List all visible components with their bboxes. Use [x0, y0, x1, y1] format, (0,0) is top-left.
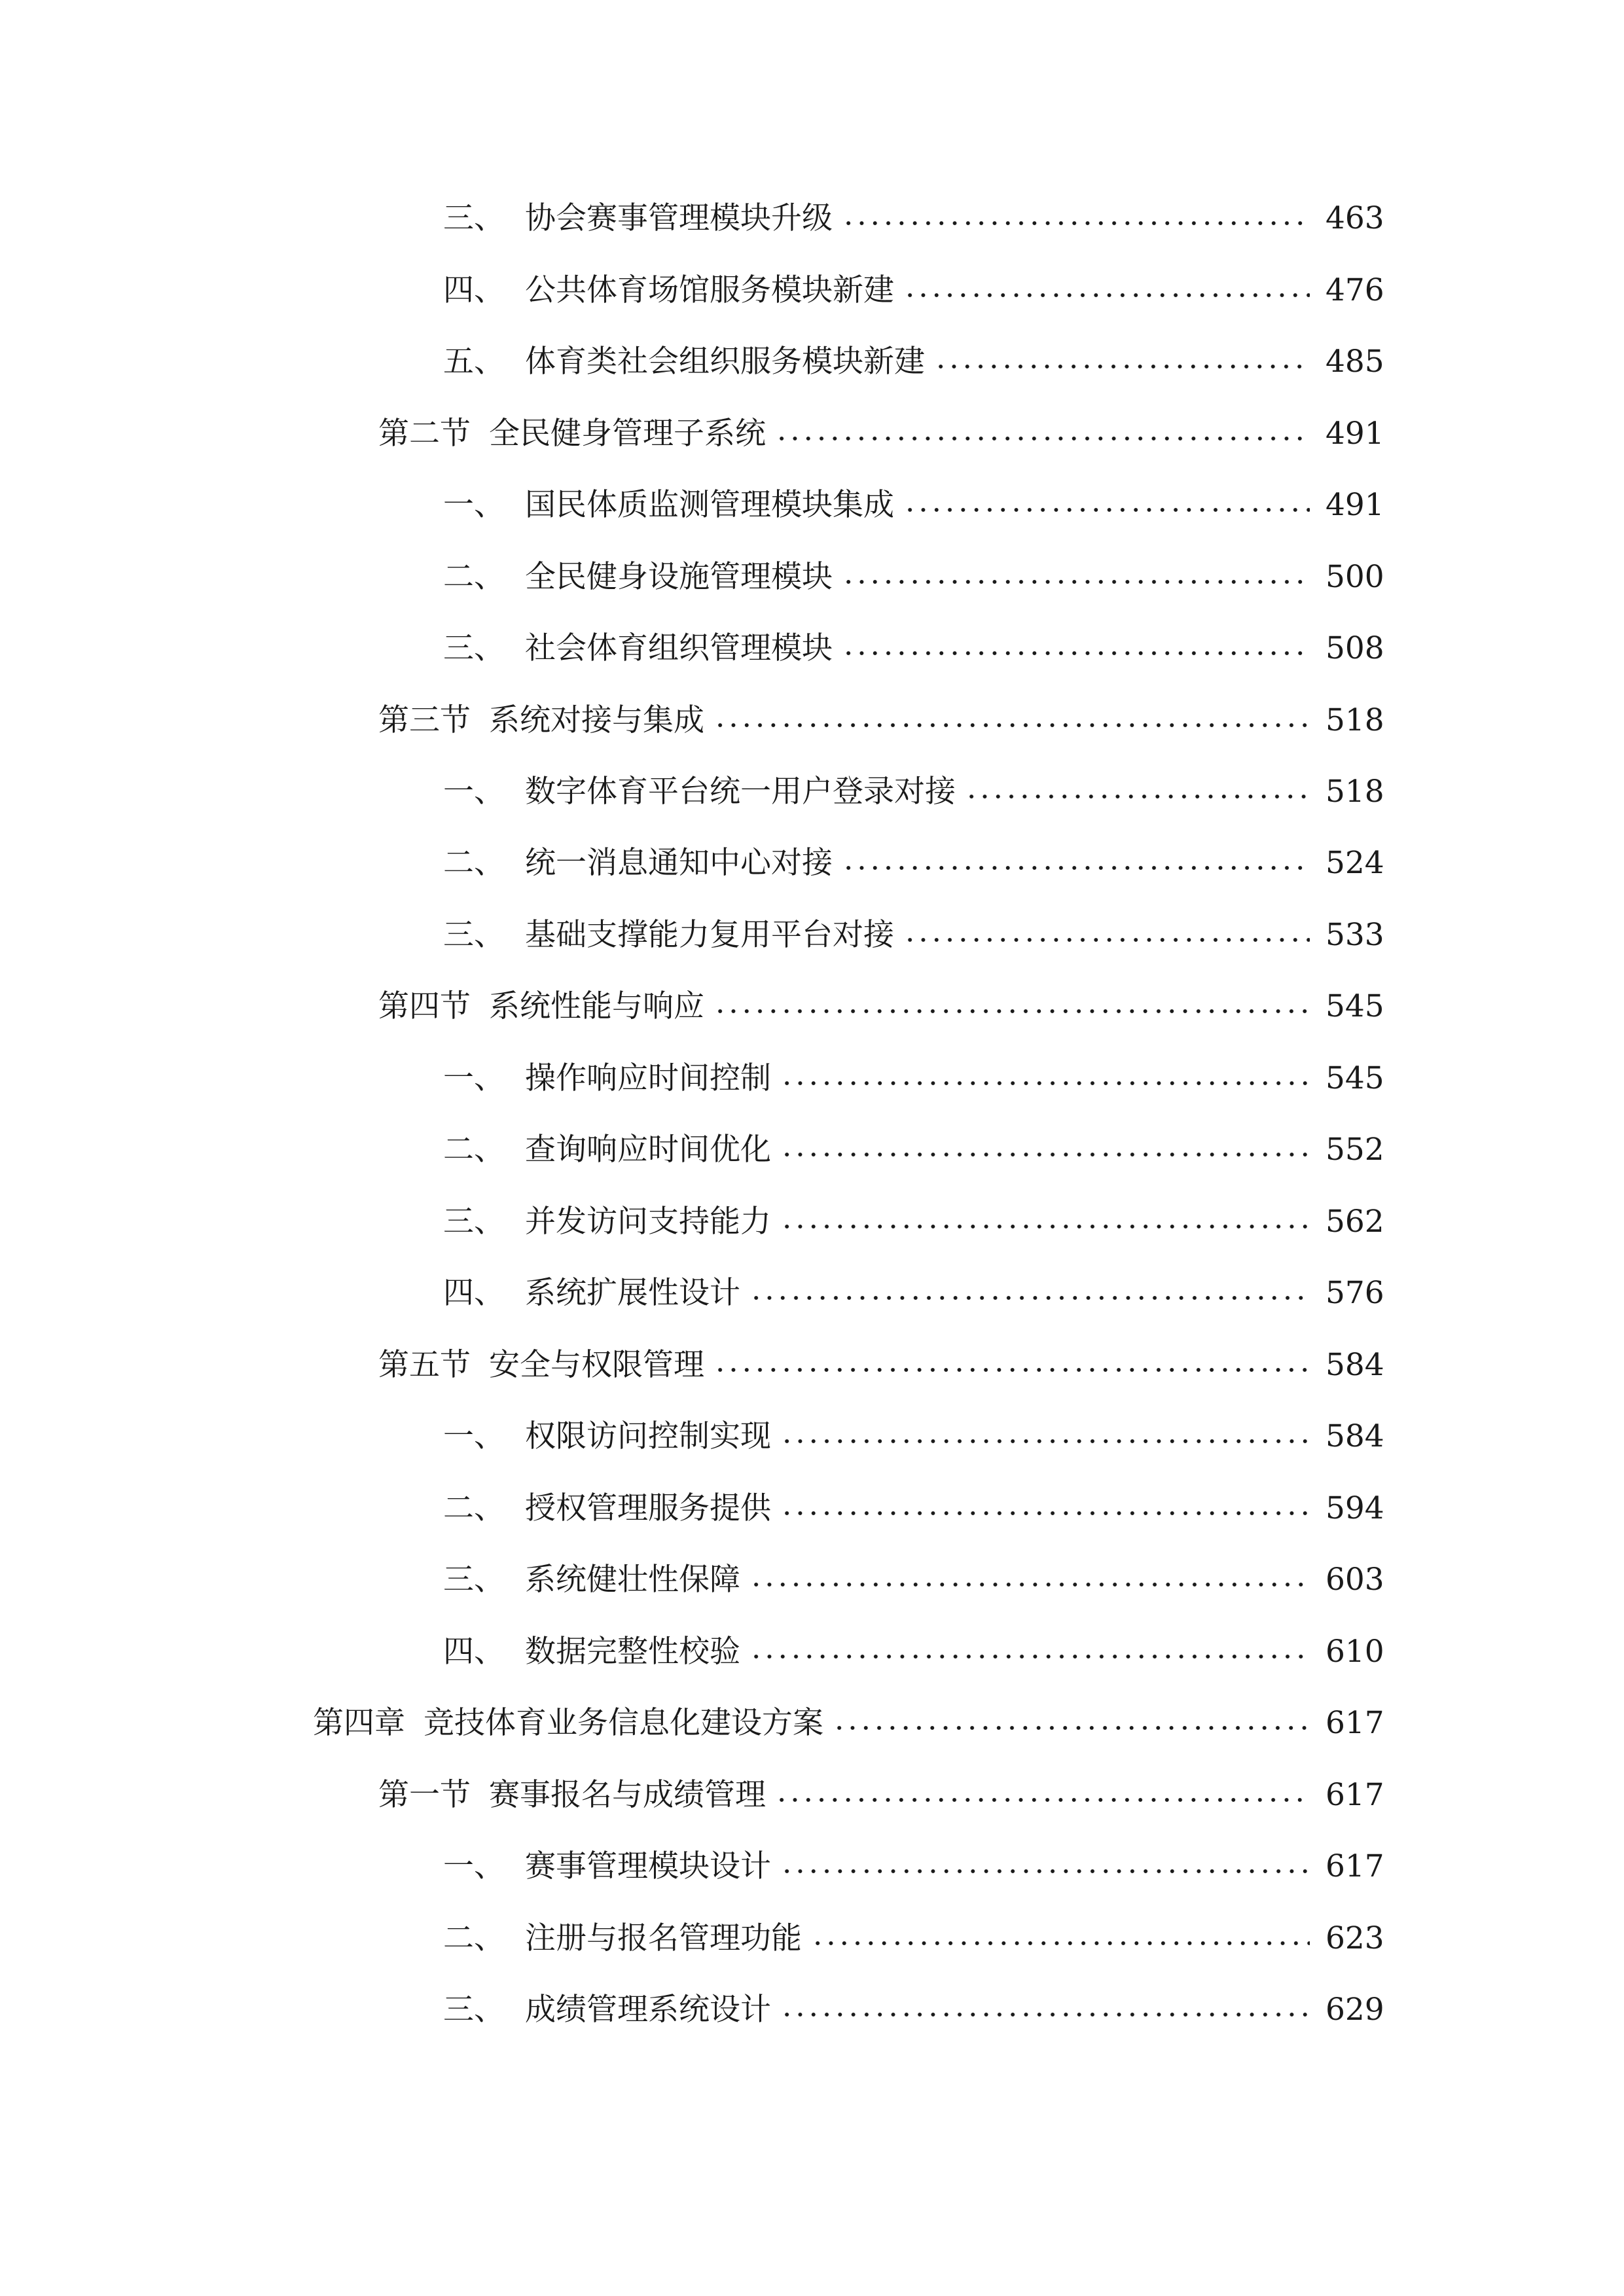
toc-entry-page: 533 [1326, 916, 1384, 953]
toc-entry-page: 491 [1326, 486, 1384, 523]
dot-leader [713, 1367, 1310, 1372]
toc-entry-title: 注册与报名管理功能 [525, 1920, 802, 1956]
toc-entry-title: 系统健壮性保障 [525, 1561, 740, 1598]
toc-entry[interactable] [378, 1759, 1384, 1831]
toc-entry-page: 518 [1326, 773, 1384, 810]
toc-entry-number: 二、 [443, 558, 505, 595]
toc-entry-number: 四、 [443, 272, 505, 308]
toc-entry-title: 竞技体育业务信息化建设方案 [424, 1704, 823, 1741]
toc-entry-number: 第四章 [313, 1704, 405, 1741]
toc-entry-number: 四、 [443, 1274, 505, 1311]
toc-entry-page: 623 [1326, 1920, 1384, 1956]
toc-entry-number: 第二节 [378, 415, 471, 452]
toc-entry-title: 成绩管理系统设计 [525, 1991, 771, 2028]
dot-leader [842, 221, 1310, 226]
toc-entry-title: 数据完整性校验 [525, 1633, 740, 1670]
toc-entry-page: 594 [1326, 1490, 1384, 1526]
toc-entry-number: 三、 [443, 916, 505, 953]
toc-entry-title: 赛事管理模块设计 [525, 1848, 771, 1884]
toc-entry[interactable] [443, 1472, 1384, 1544]
toc-entry[interactable] [443, 755, 1384, 827]
toc-entry-title: 并发访问支持能力 [525, 1203, 771, 1240]
toc-entry-page: 500 [1326, 558, 1384, 595]
toc-entry[interactable] [443, 1830, 1384, 1902]
toc-entry[interactable] [443, 899, 1384, 971]
toc-entry-number: 一、 [443, 773, 505, 810]
dot-leader [934, 364, 1310, 369]
toc-entry-number: 一、 [443, 1060, 505, 1096]
toc-entry-title: 操作响应时间控制 [525, 1060, 771, 1096]
dot-leader [833, 1725, 1310, 1731]
toc-entry[interactable] [443, 469, 1384, 541]
toc-entry-number: 三、 [443, 1991, 505, 2028]
toc-entry-page: 617 [1326, 1704, 1384, 1741]
toc-entry-number: 五、 [443, 343, 505, 380]
toc-entry-title: 系统性能与响应 [489, 988, 704, 1024]
dot-leader [780, 1152, 1310, 1157]
toc-entry-page: 617 [1326, 1776, 1384, 1813]
dot-leader [811, 1941, 1310, 1946]
toc-entry[interactable] [378, 1329, 1384, 1401]
toc-entry[interactable] [443, 827, 1384, 899]
toc-entry-number: 三、 [443, 630, 505, 666]
toc-entry-page: 518 [1326, 702, 1384, 738]
dot-leader [780, 1511, 1310, 1516]
toc-entry-number: 二、 [443, 1490, 505, 1526]
toc-entry-title: 安全与权限管理 [489, 1346, 704, 1383]
toc-entry-number: 二、 [443, 1920, 505, 1956]
toc-entry[interactable] [378, 970, 1384, 1042]
dot-leader [780, 1224, 1310, 1229]
dot-leader [903, 293, 1310, 298]
toc-entry-number: 三、 [443, 1203, 505, 1240]
toc-entry-title: 全民健身管理子系统 [489, 415, 766, 452]
toc-entry[interactable] [443, 1113, 1384, 1185]
toc-entry[interactable] [378, 684, 1384, 756]
toc-entry-page: 476 [1326, 272, 1384, 308]
toc-entry[interactable] [443, 541, 1384, 613]
toc-entry-number: 四、 [443, 1633, 505, 1670]
toc-entry-title: 基础支撑能力复用平台对接 [525, 916, 894, 953]
toc-entry-number: 二、 [443, 1131, 505, 1168]
toc-entry-number: 一、 [443, 486, 505, 523]
toc-entry-number: 第一节 [378, 1776, 471, 1813]
toc-entry-title: 数字体育平台统一用户登录对接 [525, 773, 956, 810]
toc-entry-number: 三、 [443, 1561, 505, 1598]
dot-leader [780, 1869, 1310, 1874]
toc-entry[interactable] [443, 1185, 1384, 1257]
dot-leader [749, 1295, 1310, 1300]
toc-entry[interactable] [443, 1400, 1384, 1472]
toc-entry-number: 第五节 [378, 1346, 471, 1383]
toc-entry-number: 第四节 [378, 988, 471, 1024]
toc-entry-page: 617 [1326, 1848, 1384, 1884]
dot-leader [780, 1081, 1310, 1086]
dot-leader [780, 1439, 1310, 1444]
toc-entry-number: 第三节 [378, 702, 471, 738]
toc-entry[interactable] [443, 1257, 1384, 1329]
dot-leader [749, 1654, 1310, 1659]
toc-entry-page: 584 [1326, 1418, 1384, 1454]
toc-entry-page: 545 [1326, 988, 1384, 1024]
toc-entry-number: 一、 [443, 1418, 505, 1454]
toc-entry-page: 629 [1326, 1991, 1384, 2028]
toc-entry-page: 491 [1326, 415, 1384, 452]
dot-leader [713, 1009, 1310, 1014]
toc-entry-page: 524 [1326, 844, 1384, 881]
dot-leader [749, 1582, 1310, 1587]
toc-entry-page: 610 [1326, 1633, 1384, 1670]
toc-entry[interactable] [443, 1042, 1384, 1114]
toc-entry-title: 统一消息通知中心对接 [525, 844, 833, 881]
toc-entry-number: 三、 [443, 200, 505, 236]
toc-entry-page: 463 [1326, 200, 1384, 236]
toc-entry-page: 552 [1326, 1131, 1384, 1168]
toc-entry-page: 508 [1326, 630, 1384, 666]
toc-entry-title: 社会体育组织管理模块 [525, 630, 833, 666]
toc-entry-title: 授权管理服务提供 [525, 1490, 771, 1526]
toc-entry[interactable] [443, 1902, 1384, 1974]
toc-entry-number: 二、 [443, 844, 505, 881]
toc-entry[interactable] [443, 1543, 1384, 1615]
toc-entry[interactable] [443, 1973, 1384, 2045]
toc-entry-page: 576 [1326, 1274, 1384, 1311]
toc-entry-page: 562 [1326, 1203, 1384, 1240]
dot-leader [775, 1797, 1310, 1803]
toc-entry-page: 485 [1326, 343, 1384, 380]
toc-entry[interactable] [443, 182, 1384, 254]
toc-entry[interactable] [443, 1615, 1384, 1687]
toc-entry-title: 全民健身设施管理模块 [525, 558, 833, 595]
dot-leader [965, 794, 1310, 799]
dot-leader [775, 436, 1310, 441]
toc-entry-page: 603 [1326, 1561, 1384, 1598]
toc-entry[interactable] [378, 397, 1384, 469]
toc-entry[interactable] [443, 254, 1384, 326]
dot-leader [780, 2012, 1310, 2017]
dot-leader [903, 507, 1310, 512]
dot-leader [713, 723, 1310, 728]
dot-leader [842, 865, 1310, 870]
toc-entry-title: 协会赛事管理模块升级 [525, 200, 833, 236]
toc-entry-page: 545 [1326, 1060, 1384, 1096]
dot-leader [842, 651, 1310, 656]
toc-entry[interactable] [443, 612, 1384, 684]
toc-entry-page: 584 [1326, 1346, 1384, 1383]
toc-entry-title: 查询响应时间优化 [525, 1131, 771, 1168]
toc-entry-title: 体育类社会组织服务模块新建 [525, 343, 925, 380]
dot-leader [903, 937, 1310, 942]
toc-entry[interactable] [443, 325, 1384, 397]
toc-entry[interactable] [313, 1687, 1384, 1759]
toc-entry-title: 国民体质监测管理模块集成 [525, 486, 894, 523]
toc-entry-title: 权限访问控制实现 [525, 1418, 771, 1454]
toc-entry-title: 赛事报名与成绩管理 [489, 1776, 766, 1813]
toc-entry-number: 一、 [443, 1848, 505, 1884]
dot-leader [842, 579, 1310, 584]
toc-entry-title: 系统扩展性设计 [525, 1274, 740, 1311]
toc-entry-title: 系统对接与集成 [489, 702, 704, 738]
toc-entry-title: 公共体育场馆服务模块新建 [525, 272, 894, 308]
